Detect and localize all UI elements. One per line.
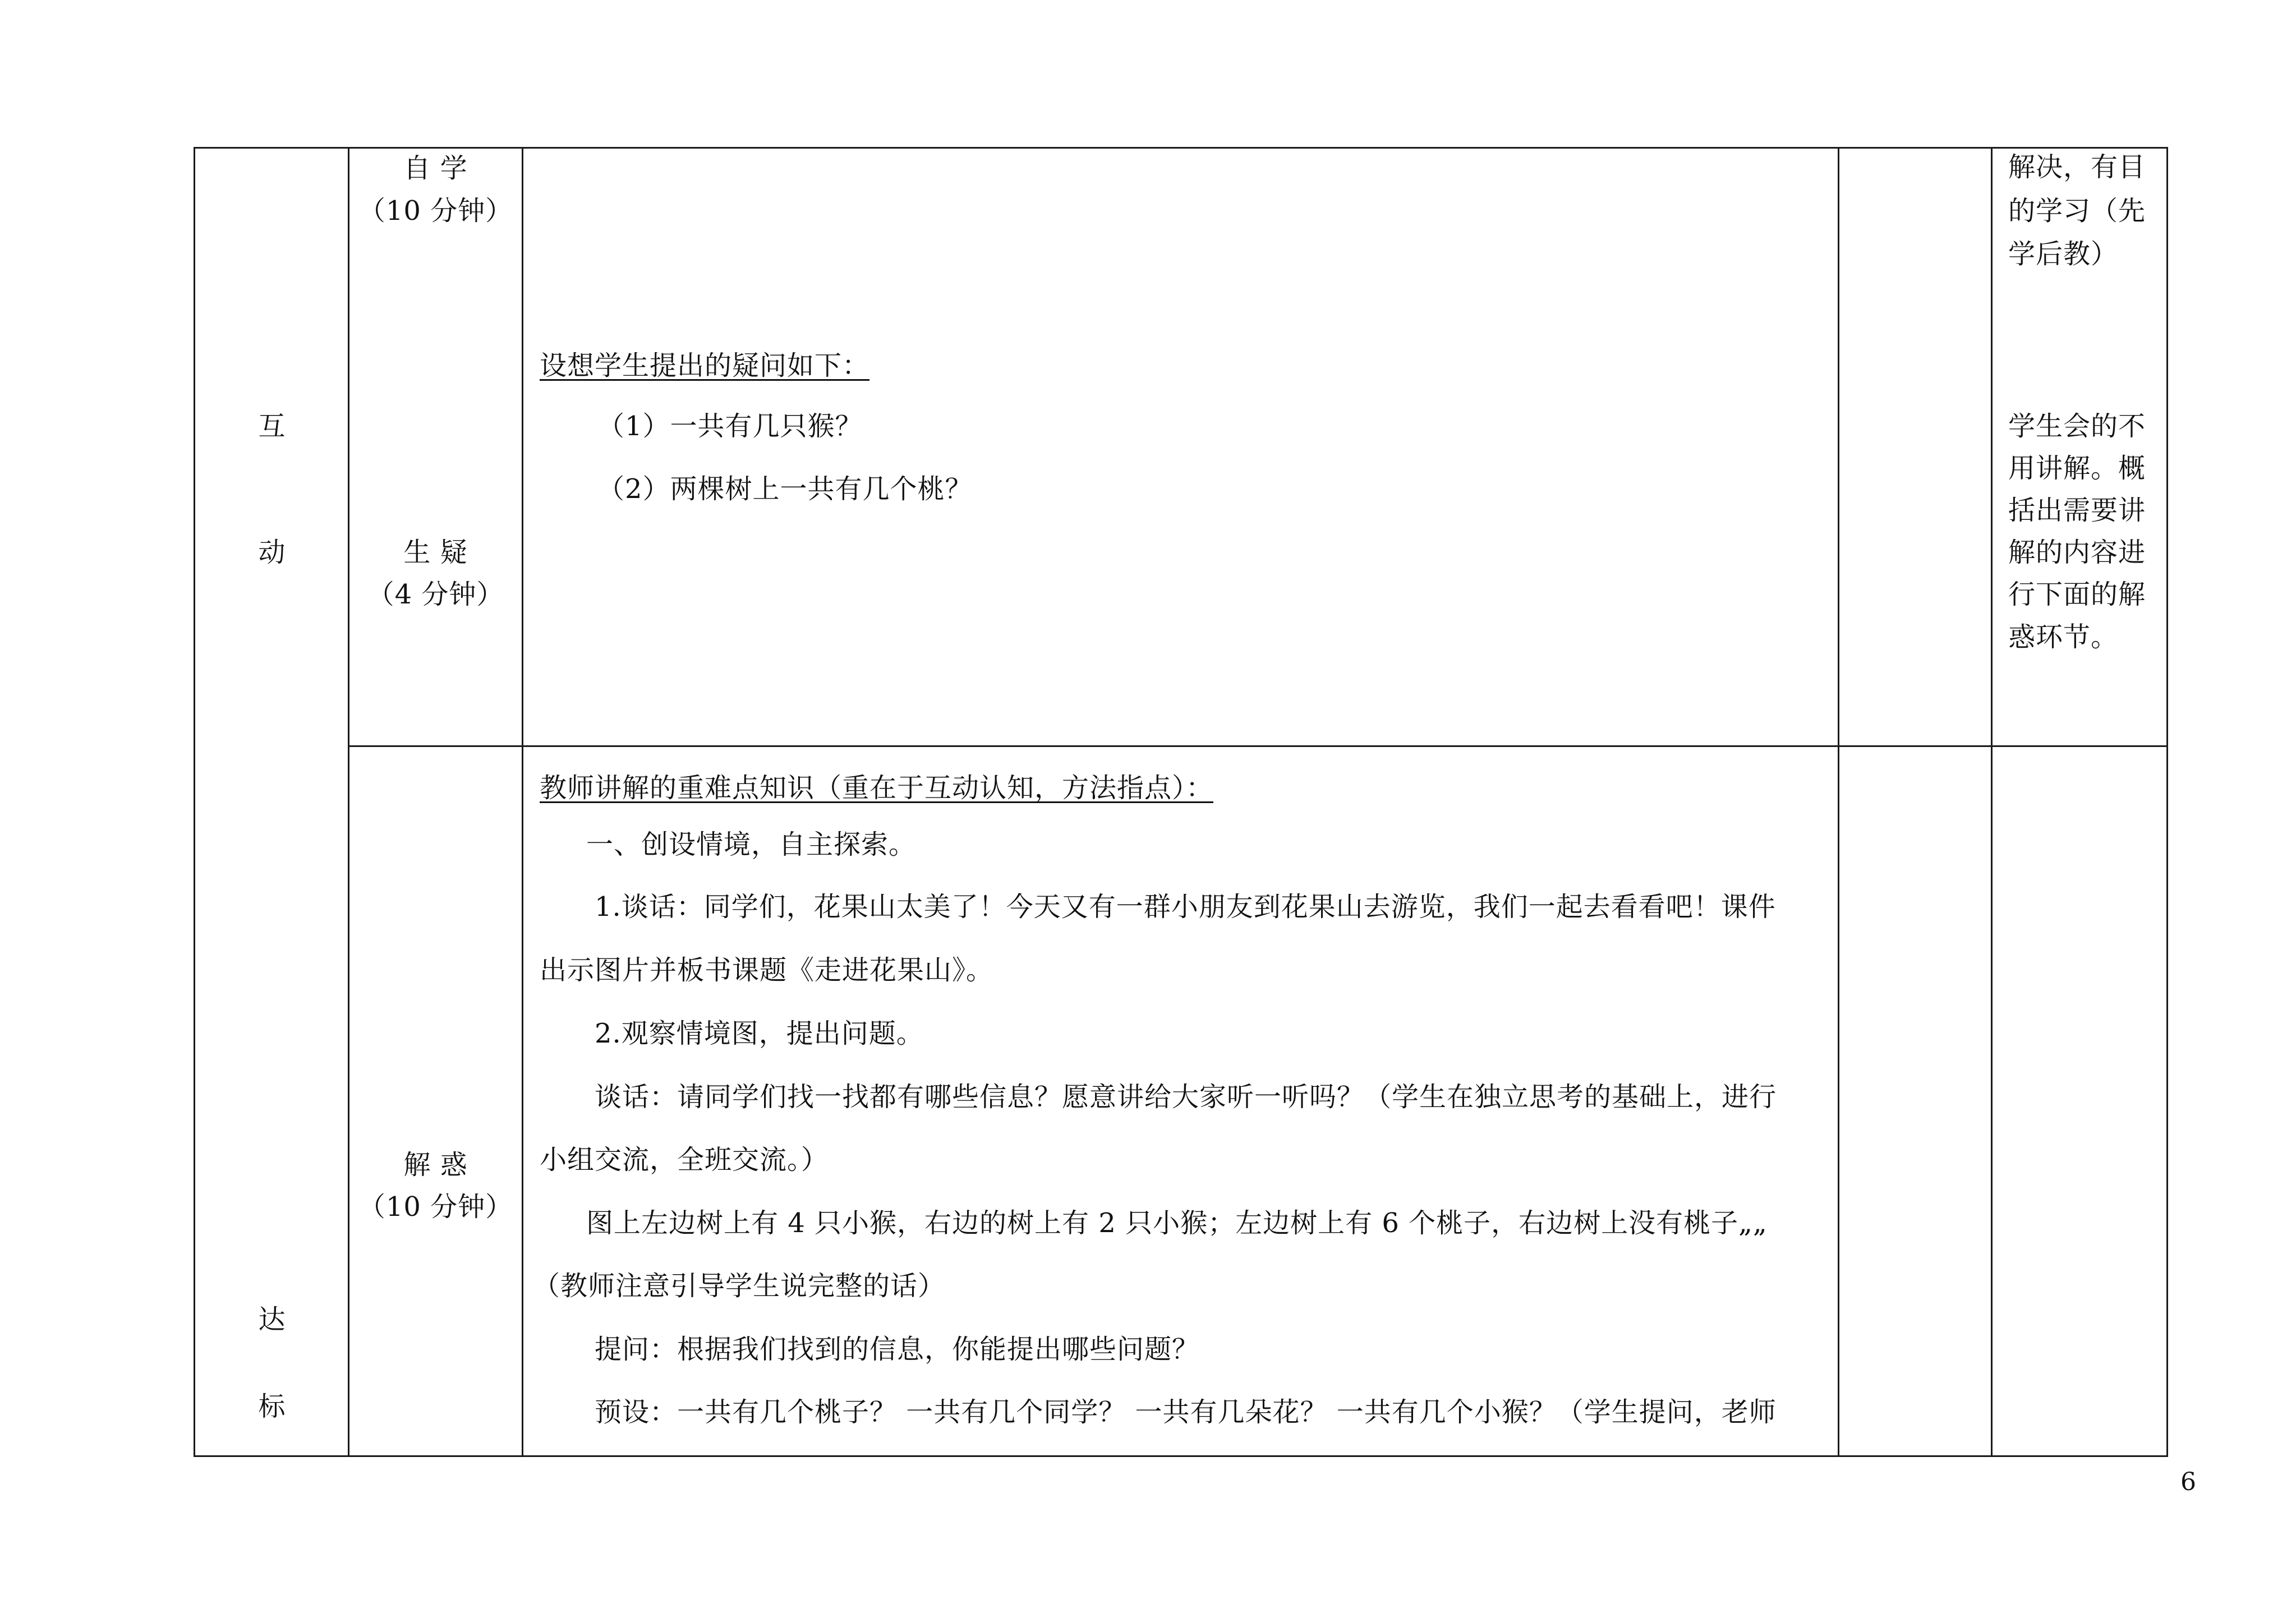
table-left-border xyxy=(194,147,195,1457)
table-top-border xyxy=(194,147,2168,149)
note-b-line-4: 解的内容进 xyxy=(2008,537,2146,568)
bottom-content-line-4: 2.观察情境图，提出问题。 xyxy=(595,1018,924,1049)
page-number: 6 xyxy=(2180,1468,2196,1496)
section-char-biao: 标 xyxy=(258,1391,286,1422)
section-char-dong: 动 xyxy=(258,537,286,568)
note-b-line-6: 惑环节。 xyxy=(2008,621,2119,653)
bottom-content-line-7: 图上左边树上有 4 只小猴，右边的树上有 2 只小猴；左边树上有 6 个桃子，右边树上没有桃子„„ xyxy=(586,1207,1768,1239)
table-bottom-border xyxy=(194,1455,2168,1457)
stage-jiehuo-time: （10 分钟） xyxy=(358,1191,513,1223)
bottom-content-line-1: 一、创设情境，自主探索。 xyxy=(586,829,917,860)
bottom-content-line-8: （教师注意引导学生说完整的话） xyxy=(533,1270,946,1302)
col-divider-4 xyxy=(1991,147,1993,1457)
row-divider xyxy=(349,745,2168,747)
bottom-content-heading: 教师讲解的重难点知识（重在于互动认知，方法指点）： xyxy=(540,772,1214,804)
note-a-line-2: 的学习（先 xyxy=(2008,195,2146,227)
col-divider-3 xyxy=(1838,147,1839,1457)
section-char-hu: 互 xyxy=(258,411,286,442)
bottom-content-line-3: 出示图片并板书课题《走进花果山》。 xyxy=(540,955,994,986)
stage-jiehuo-name: 解 惑 xyxy=(403,1149,468,1181)
stage-zixue-time: （10 分钟） xyxy=(358,195,513,227)
bottom-content-line-2: 1.谈话：同学们，花果山太美了！今天又有一群小朋友到花果山去游览，我们一起去看看吧！课件 xyxy=(595,891,1776,923)
note-b-line-5: 行下面的解 xyxy=(2008,579,2146,610)
bottom-content-line-10: 预设：一共有几个桃子？ 一共有几个同学？ 一共有几朵花？ 一共有几个小猴？（学生提问，老师 xyxy=(595,1396,1777,1428)
note-a-line-3: 学后教） xyxy=(2008,238,2119,270)
top-content-item-2: （2）两棵树上一共有几个桃？ xyxy=(597,473,973,505)
top-content-heading: 设想学生提出的疑问如下： xyxy=(540,350,870,381)
stage-shengyi-name: 生 疑 xyxy=(403,537,468,568)
note-b-line-2: 用讲解。概 xyxy=(2008,453,2146,484)
col-divider-2 xyxy=(522,147,523,1457)
bottom-content-line-5: 谈话：请同学们找一找都有哪些信息？愿意讲给大家听一听吗？（学生在独立思考的基础上，进行 xyxy=(595,1081,1777,1113)
top-content-item-1: （1）一共有几只猴？ xyxy=(597,411,863,442)
col-divider-1 xyxy=(348,147,349,1457)
table-right-border xyxy=(2166,147,2168,1457)
note-b-line-1: 学生会的不 xyxy=(2008,411,2146,442)
note-b-line-3: 括出需要讲 xyxy=(2008,495,2146,526)
note-a-line-1: 解决，有目 xyxy=(2008,151,2146,183)
stage-shengyi-time: （4 分钟） xyxy=(367,579,504,610)
bottom-content-line-9: 提问：根据我们找到的信息，你能提出哪些问题？ xyxy=(595,1334,1200,1365)
bottom-content-line-6: 小组交流，全班交流。） xyxy=(540,1144,829,1175)
section-char-da: 达 xyxy=(258,1304,286,1335)
stage-zixue-name: 自 学 xyxy=(403,153,468,184)
